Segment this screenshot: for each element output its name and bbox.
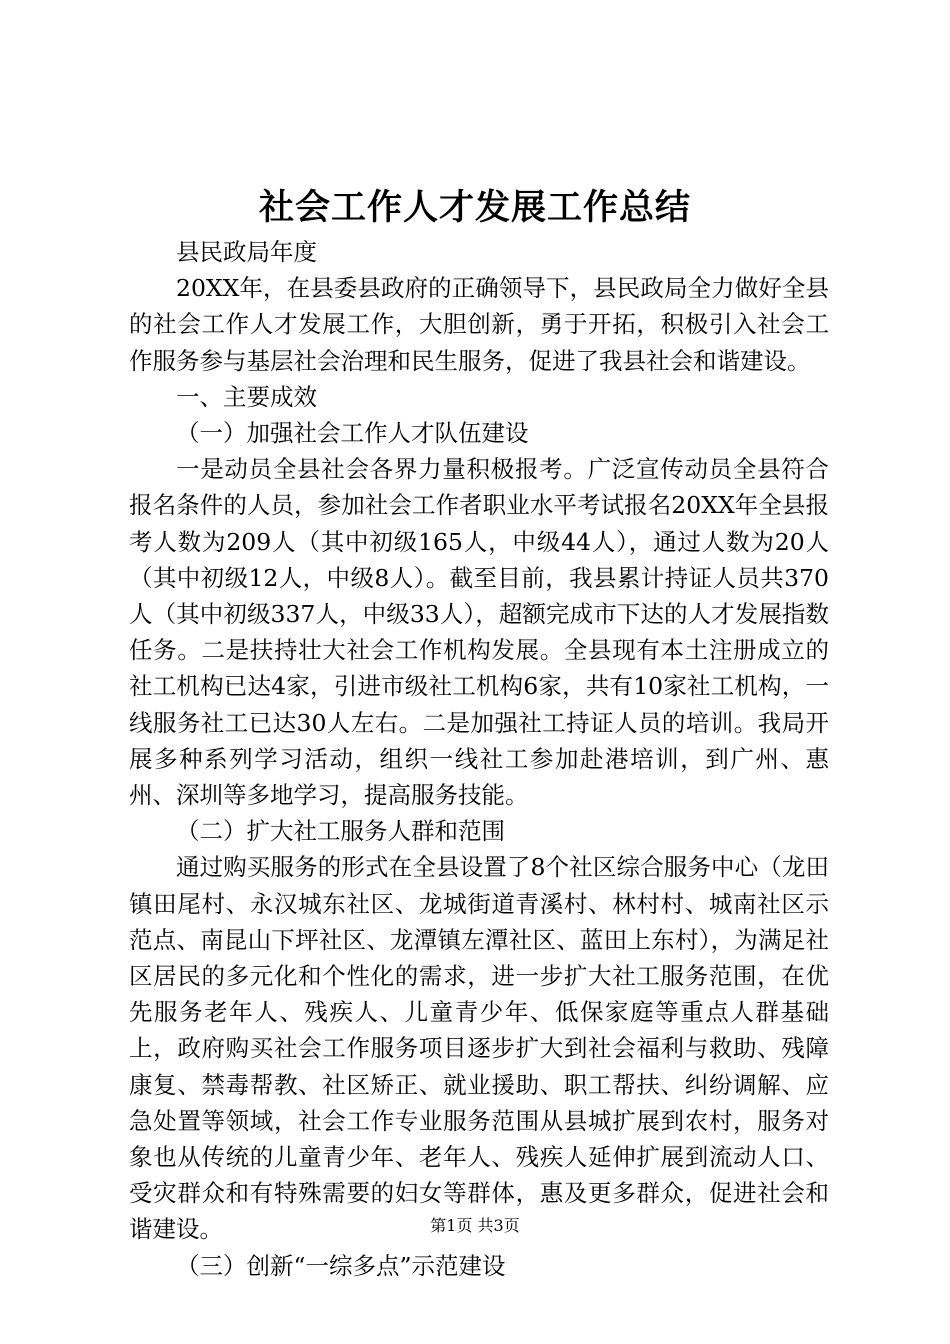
document-body: [129, 234, 829, 1284]
paragraph-subtitle: 县民政局年度: [176, 238, 317, 266]
page-footer: 第1页 共3页: [430, 1216, 520, 1235]
subsection-heading-3: （三）创新“一综多点”示范建设: [176, 1251, 506, 1280]
paragraph-subsection-2: 通过购买服务的形式在全县设置了8个社区综合服务中心（龙田镇田尾村、永汉城东社区、龙城街道青溪村、林村村、城南社区示范点、南昆山下坪社区、龙潭镇左潭社区、蓝田上东村），为满足社区居民的多元化和个性化的需求，进一步扩大社工服务范围，在优先服务老年人、残疾人、儿童青少年、低保家庭等重点人群基础上，政府购买社会工作服务项目逐步扩大到社会福利与救助、残障康复、禁毒帮教、社区矫正、就业援助、职工帮扶、纠纷调解、应急处置等领域，社会工作专业服务范围从县城扩展到农村，服务对象也从传统的儿童青少年、老年人、残疾人延伸扩展到流动人口、受灾群众和有特殊需要的妇女等群体，惠及更多群众，促进社会和谐建设。: [129, 853, 829, 1244]
subsection-heading-2: （二）扩大社工服务人群和范围: [176, 817, 505, 846]
section-heading-achievements: 一、主要成效: [176, 382, 317, 411]
subsection-heading-1: （一）加强社会工作人才队伍建设: [176, 419, 529, 448]
document-title: 社会工作人才发展工作总结: [258, 187, 691, 228]
paragraph-intro: 20XX年，在县委县政府的正确领导下，县民政局全力做好全县的社会工作人才发展工作，大胆创新，勇于开拓，积极引入社会工作服务参与基层社会治理和民生服务，促进了我县社会和谐建设。: [129, 274, 829, 375]
paragraph-subsection-1: 一是动员全县社会各界力量积极报考。广泛宣传动员全县符合报名条件的人员，参加社会工作者职业水平考试报名20XX年全县报考人数为209人（其中初级165人，中级44人），通过人数为20人（其中初级12人，中级8人）。截至目前，我县累计持证人员共370人（其中初级337人，中级33人），超额完成市下达的人才发展指数任务。二是扶持壮大社会工作机构发展。全县现有本土注册成立的社工机构已达4家，引进市级社工机构6家，共有10家社工机构，一线服务社工已达30人左右。二是加强社工持证人员的培训。我局开展多种系列学习活动，组织一线社工参加赴港培训，到广州、惠州、深圳等多地学习，提高服务技能。: [129, 455, 829, 810]
